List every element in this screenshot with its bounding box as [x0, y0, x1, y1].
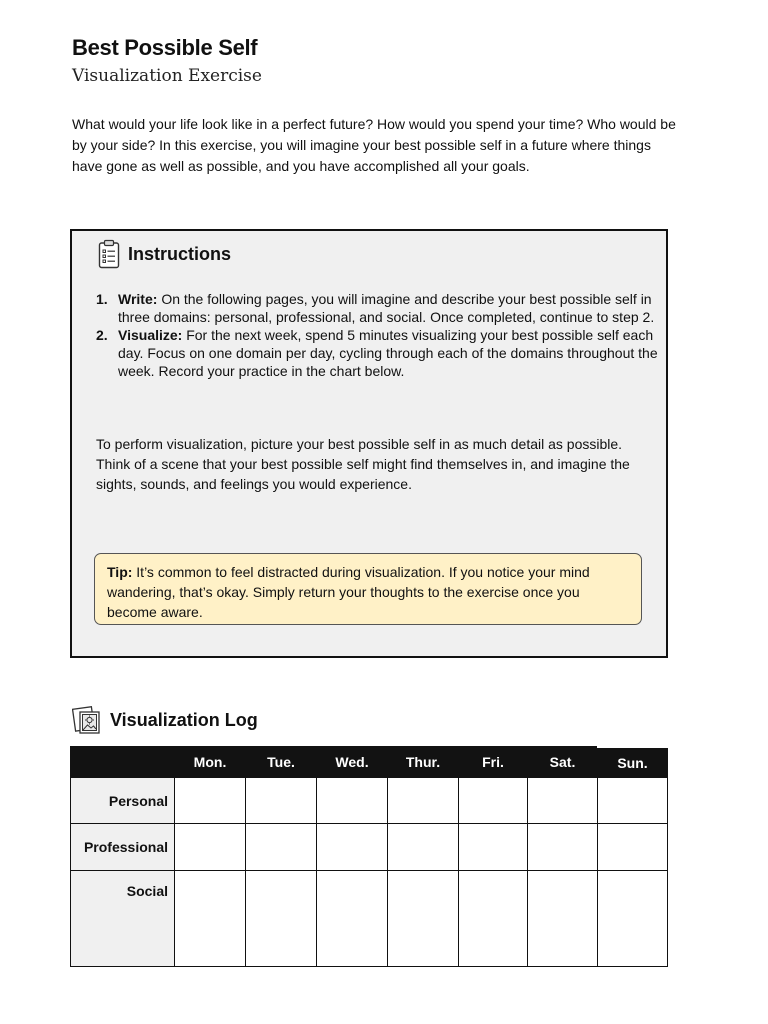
log-heading: Visualization Log [110, 709, 258, 730]
log-cell[interactable] [175, 871, 246, 967]
day-header-mon: Mon. [175, 747, 246, 778]
step-label: Write: [118, 291, 158, 307]
intro-paragraph: What would your life look like in a perfect future? How would you spend your time? Who would be by your side? In this exercise, you will imagine your best possible self in a future where things have gone as well as possible, and you have accomplished all your goals. [72, 116, 676, 174]
row-label-professional: Professional [71, 824, 175, 871]
row-label-personal: Personal [71, 778, 175, 824]
visualization-paragraph: To perform visualization, picture your best possible self in as much detail as possible. Think of a scene that your best possible self might find themselves in, and imagine the sights, sounds, and feelings you would experience. [96, 436, 630, 492]
log-cell[interactable] [459, 778, 528, 824]
log-row-personal [71, 778, 668, 824]
instructions-header [98, 239, 231, 269]
log-header-row [71, 747, 668, 778]
log-cell[interactable] [388, 871, 459, 967]
log-header [72, 705, 258, 735]
log-row-professional [71, 824, 668, 871]
step-label: Visualize: [118, 327, 183, 343]
log-cell[interactable] [175, 824, 246, 871]
corner-header-cell [71, 747, 175, 778]
instructions-box [70, 229, 668, 658]
log-cell[interactable] [528, 778, 598, 824]
log-cell[interactable] [598, 778, 668, 824]
day-header-wed: Wed. [317, 747, 388, 778]
step-number: 2. [96, 327, 108, 343]
log-cell[interactable] [388, 824, 459, 871]
day-header-thur: Thur. [388, 747, 459, 778]
tip-callout [94, 553, 642, 625]
photo-frame-icon [72, 705, 102, 735]
log-row-social [71, 871, 668, 967]
day-header-tue: Tue. [246, 747, 317, 778]
step-number: 1. [96, 291, 108, 307]
day-header-sun: Sun. [598, 747, 668, 778]
page-subtitle: Visualization Exercise [72, 66, 262, 86]
log-cell[interactable] [528, 871, 598, 967]
log-cell[interactable] [388, 778, 459, 824]
instruction-step [96, 290, 666, 326]
instructions-heading: Instructions [128, 243, 232, 264]
page-title: Best Possible Self [72, 35, 258, 60]
log-cell[interactable] [598, 871, 668, 967]
log-cell[interactable] [246, 778, 317, 824]
log-cell[interactable] [459, 824, 528, 871]
log-cell[interactable] [528, 824, 598, 871]
tip-text: It’s common to feel distracted during visualization. If you notice your mind wandering, that’s okay. Simply return your thoughts to the exercise once you become aware. [107, 564, 590, 620]
row-label-social: Social [71, 871, 175, 967]
log-cell[interactable] [317, 778, 388, 824]
instruction-steps [96, 290, 666, 380]
visualization-log-table [70, 745, 668, 967]
log-cell[interactable] [246, 824, 317, 871]
log-cell[interactable] [317, 871, 388, 967]
step-text: On the following pages, you will imagine and describe your best possible self in three domains: personal, professional, and social. Once completed, continue to step 2. [118, 291, 655, 325]
day-header-fri: Fri. [459, 747, 528, 778]
log-cell[interactable] [317, 824, 388, 871]
log-cell[interactable] [246, 871, 317, 967]
log-cell[interactable] [459, 871, 528, 967]
tip-label: Tip: [107, 564, 133, 580]
clipboard-icon [98, 239, 120, 269]
log-cell[interactable] [175, 778, 246, 824]
step-text: For the next week, spend 5 minutes visualizing your best possible self each day. Focus on one domain per day, cycling through each of the domains throughout the week. Record your practice in the chart below. [118, 327, 658, 379]
log-cell[interactable] [598, 824, 668, 871]
day-header-sat: Sat. [528, 747, 598, 778]
instruction-step [96, 326, 666, 380]
